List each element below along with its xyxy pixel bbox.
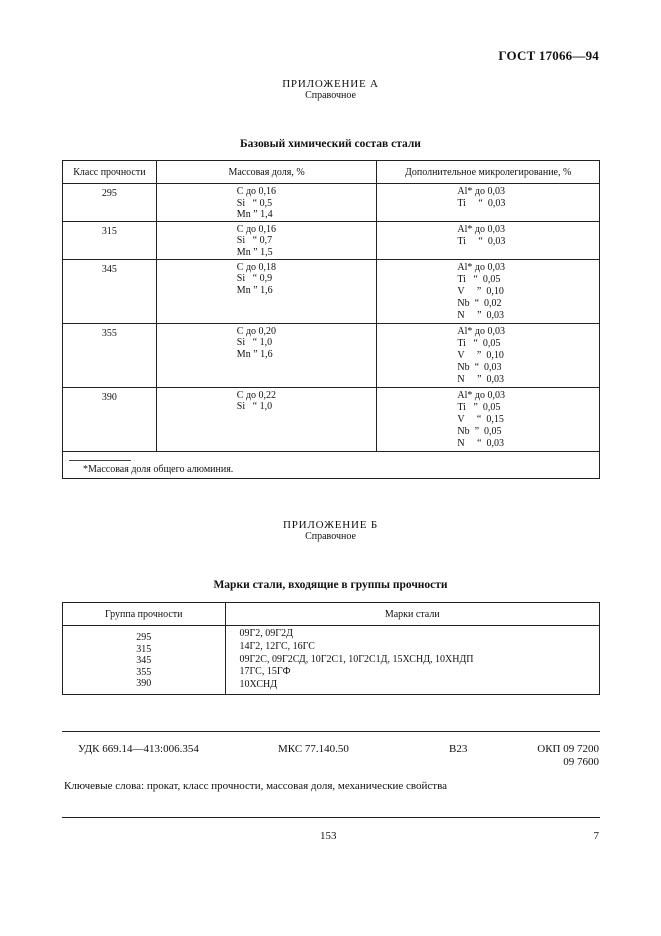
group-value: 390 (136, 678, 152, 690)
footnote-cell (63, 451, 600, 478)
micro-line: Ti “ 0,05 (457, 273, 501, 285)
mass-line: Mn ” 1,6 (236, 348, 273, 360)
strength-class-cell: 295 (63, 184, 157, 222)
microalloying-cell (377, 221, 600, 259)
mass-line: C до 0,16 (236, 186, 277, 197)
mass-line: Mn ” 1,6 (236, 284, 273, 296)
mass-fraction-cell (156, 259, 377, 323)
okp-code-2: 09 7600 (563, 756, 599, 768)
micro-line: V ” 0,10 (457, 285, 504, 297)
appendix-b-title: ПРИЛОЖЕНИЕ Б (283, 519, 378, 531)
microalloying-cell (377, 387, 600, 451)
table-a-title: Базовый химический состав стали (240, 138, 421, 150)
table-header-row (63, 603, 600, 626)
footer-divider-bottom (62, 817, 600, 818)
micro-line: Al* до 0,03 (457, 261, 505, 273)
table-row (63, 221, 600, 259)
micro-line: Al* до 0,03 (457, 325, 505, 337)
strength-class-cell: 315 (63, 221, 157, 259)
footnote-row (63, 451, 600, 478)
mass-line: Si “ 0,5 (236, 197, 273, 209)
mks-code: МКС 77.140.50 (278, 743, 349, 755)
group-value: 345 (136, 655, 152, 667)
column-header: Дополнительное микролегирование, % (377, 161, 600, 184)
udk-code: УДК 669.14—413:006.354 (78, 743, 199, 755)
steel-mark-line: 10ХСНД (239, 679, 278, 691)
column-header: Массовая доля, % (156, 161, 377, 184)
appendix-a-subtitle: Справочное (305, 90, 356, 101)
micro-line: Nb “ 0,03 (457, 362, 502, 374)
mass-line: Si “ 1,0 (236, 337, 273, 349)
micro-line: V “ 0,15 (457, 414, 504, 425)
sheet-number: 7 (593, 830, 599, 842)
steel-mark-line: 09Г2С, 09Г2СД, 10Г2С1, 10Г2С1Д, 15ХСНД, 10ХНДП (239, 653, 474, 665)
micro-line: Al* до 0,03 (457, 389, 505, 401)
micro-line: Nb “ 0,02 (457, 298, 502, 310)
footer-divider-top (62, 731, 600, 732)
steel-mark-line: 09Г2, 09Г2Д (239, 628, 293, 639)
micro-line: N “ 0,03 (457, 438, 505, 450)
microalloying-cell (377, 323, 600, 387)
footnote-text: *Массовая доля общего алюминия. (83, 463, 234, 475)
column-header: Марки стали (225, 603, 599, 626)
column-header: Группа прочности (63, 603, 226, 626)
micro-line: Ti “ 0,05 (457, 337, 501, 349)
chemical-composition-table (62, 160, 600, 479)
mass-line: Si “ 0,9 (236, 273, 273, 285)
classification-code: B23 (449, 743, 468, 755)
appendix-a-title: ПРИЛОЖЕНИЕ А (282, 78, 379, 90)
strength-class-cell: 355 (63, 323, 157, 387)
strength-groups-cell (63, 626, 226, 695)
steel-marks-cell (225, 626, 599, 695)
micro-line: Ti “ 0,03 (457, 198, 506, 210)
mass-line: C до 0,16 (236, 223, 277, 235)
micro-line: Ti “ 0,03 (457, 235, 506, 247)
steel-mark-line: 17ГС, 15ГФ (239, 666, 291, 678)
micro-line: Nb ” 0,05 (457, 426, 502, 438)
mass-fraction-cell (156, 323, 377, 387)
table-row (63, 259, 600, 323)
table-row (63, 626, 600, 695)
group-value: 315 (136, 643, 152, 655)
micro-line: Al* до 0,03 (457, 223, 505, 235)
footnote-separator (69, 460, 131, 461)
micro-line: V ” 0,10 (457, 349, 504, 361)
group-value: 295 (136, 632, 152, 643)
group-value: 355 (136, 666, 152, 678)
microalloying-cell (377, 184, 600, 222)
table-header-row (63, 161, 600, 184)
column-header: Класс прочности (63, 161, 157, 184)
micro-line: N ” 0,03 (457, 374, 505, 386)
page-number: 153 (320, 830, 337, 842)
microalloying-cell (377, 259, 600, 323)
mass-line: Mn ” 1,4 (236, 209, 273, 221)
mass-line: C до 0,20 (236, 325, 277, 337)
mass-fraction-cell (156, 184, 377, 222)
table-row (63, 184, 600, 222)
steel-grades-table (62, 602, 600, 695)
micro-line: Ti ” 0,05 (457, 401, 501, 413)
mass-line: Si “ 1,0 (236, 401, 273, 413)
okp-code-1: ОКП 09 7200 (537, 743, 599, 755)
mass-line: Mn ” 1,5 (236, 246, 273, 258)
mass-line: Si “ 0,7 (236, 235, 273, 247)
table-row (63, 323, 600, 387)
steel-mark-line: 14Г2, 12ГС, 16ГС (239, 640, 315, 652)
mass-fraction-cell (156, 387, 377, 451)
mass-line: C до 0,18 (236, 261, 277, 273)
strength-class-cell: 390 (63, 387, 157, 451)
table-b-title: Марки стали, входящие в группы прочности (213, 579, 448, 591)
table-row (63, 387, 600, 451)
appendix-b-subtitle: Справочное (305, 531, 356, 542)
keywords: Ключевые слова: прокат, класс прочности, массовая доля, механические свойства (64, 780, 448, 792)
document-code: ГОСТ 17066—94 (498, 48, 599, 63)
mass-line: C до 0,22 (236, 389, 277, 401)
micro-line: Al* до 0,03 (457, 186, 505, 197)
strength-class-cell: 345 (63, 259, 157, 323)
micro-line: N ” 0,03 (457, 310, 505, 322)
mass-fraction-cell (156, 221, 377, 259)
